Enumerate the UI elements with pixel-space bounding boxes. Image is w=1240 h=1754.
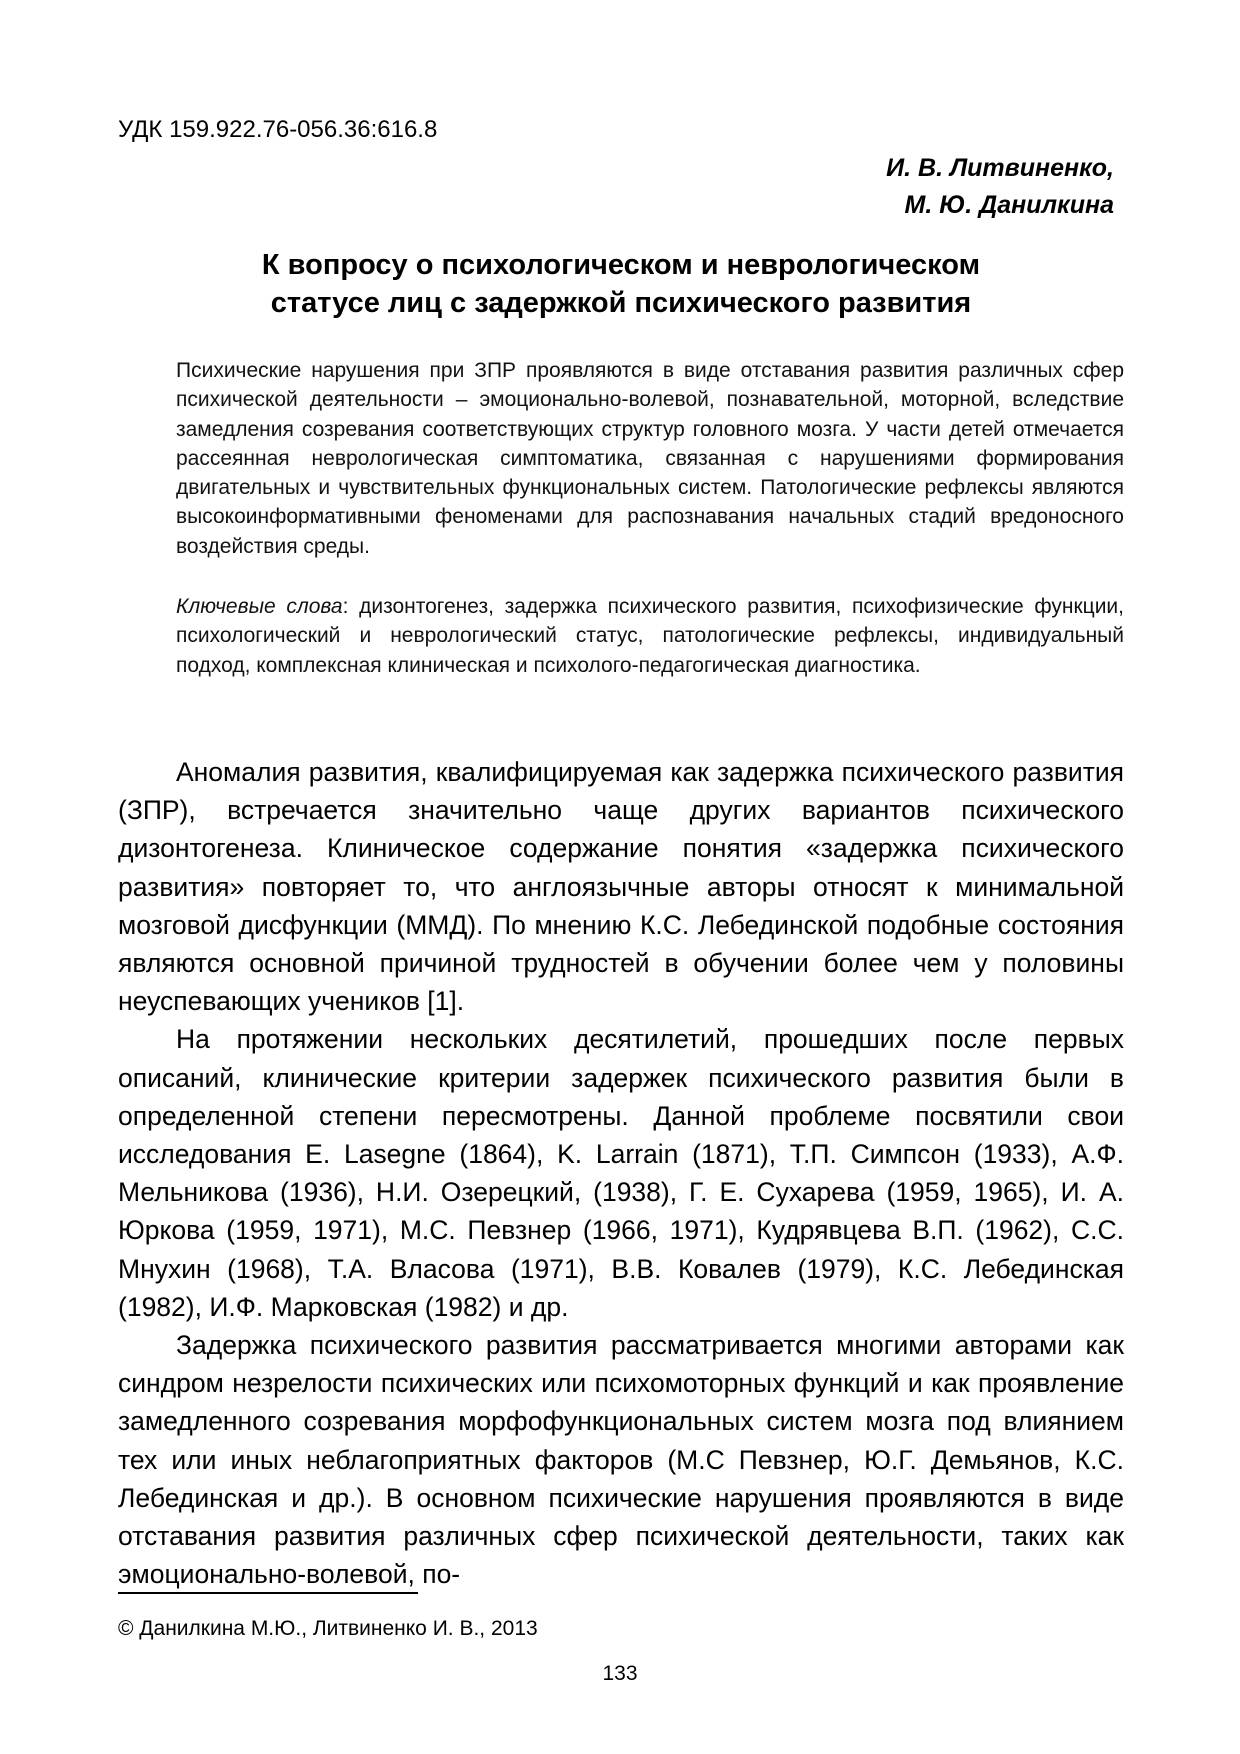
paper-title [118, 246, 1124, 322]
keywords-label: Ключевые слова [176, 595, 343, 618]
body-text [118, 753, 1124, 1593]
body-paragraph: Аномалия развития, квалифицируемая как задержка психического развития (ЗПР), встречается значительно чаще других вариантов психического дизонтогенеза. Клиническое содержание понятия «задержка психического развития» повторяет то, что англоязычные авторы относят к минимальной мозговой дисфункции (ММД). По мнению К.С. Лебединской подобные состояния являются основной причиной трудностей в обучении более чем у половины неуспевающих учеников [1]. [118, 757, 1124, 1017]
abstract-text: Психические нарушения при ЗПР проявляются в виде отставания развития различных сфер психической деятельности – эмоционально-волевой, познавательной, моторной, вследствие замедления созревания соответствующих структур головного мозга. У части детей отмечается рассеянная неврологическая симптоматика, связанная с нарушениями формирования двигательных и чувствительных функциональных систем. Патологические рефлексы являются высокоинформативными феноменами для распознавания начальных стадий вредоносного воздействия среды. [176, 359, 1124, 558]
keywords-separator: : [342, 595, 360, 618]
body-paragraph: На протяжении нескольких десятилетий, прошедших после первых описаний, клинические критерии задержек психического развития были в определенной степени пересмотрены. Данной проблеме посвятили свои исследования E. Lasegne (1864), K. Larrain (1871), Т.П. Симпсон (1933), А.Ф. Мельникова (1936), Н.И. Озерецкий, (1938), Г. Е. Сухарева (1959, 1965), И. А. Юркова (1959, 1971), М.С. Певзнер (1966, 1971), Кудрявцева В.П. (1962), С.С. Мнухин (1968), Т.А. Власова (1971), В.В. Ковалев (1979), К.С. Лебединская (1982), И.Ф. Марковская (1982) и др. [118, 1024, 1124, 1322]
udc-code: УДК 159.922.76-056.36:616.8 [118, 116, 438, 143]
page-number: 133 [602, 1662, 638, 1685]
copyright-footnote: © Данилкина М.Ю., Литвиненко И. В., 2013 [118, 1617, 538, 1640]
abstract [176, 356, 1124, 561]
keywords-text: дизонтогенез, задержка психического развития, психофизические функции, психологический и неврологический статус, патологические рефлексы, индивидуальный подход, комплексная клиническая и психолого-педагогическая диагностика. [176, 595, 1124, 677]
author-name: М. Ю. Данилкина [904, 191, 1114, 219]
footnote-divider [118, 1592, 418, 1594]
title-line: статусе лиц с задержкой психического развития [270, 287, 972, 319]
author-list [886, 150, 1114, 224]
title-line: К вопросу о психологическом и неврологическом [261, 249, 981, 281]
author-name: И. В. Литвиненко, [886, 154, 1114, 182]
body-paragraph: Задержка психического развития рассматривается многими авторами как синдром незрелости психических или психомоторных функций и как проявление замедленного созревания морфофункциональных систем мозга под влиянием тех или иных неблагоприятных факторов (М.С Певзнер, Ю.Г. Демьянов, К.С. Лебединская и др.). В основном психические нарушения проявляются в виде отставания развития различных сфер психической деятельности, таких как эмоционально-волевой, по- [118, 1330, 1124, 1590]
keywords [176, 592, 1124, 680]
